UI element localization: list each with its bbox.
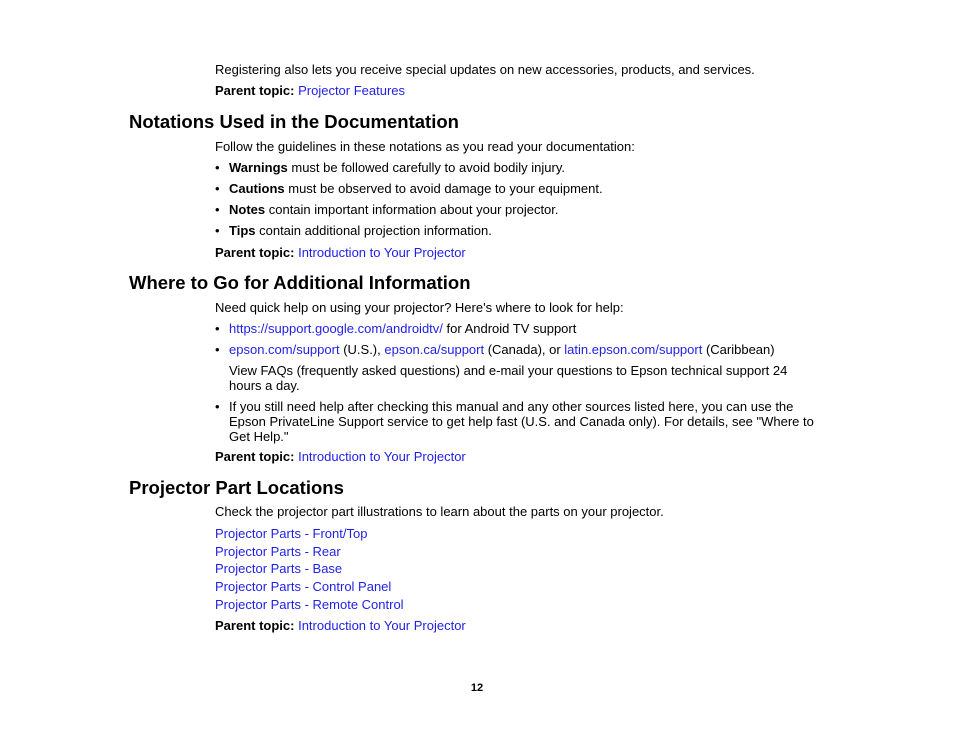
android-tv-support-link[interactable]: https://support.google.com/androidtv/ [229, 321, 443, 336]
parent-topic-additional [215, 449, 466, 464]
notation-desc: contain important information about your projector. [265, 202, 559, 217]
parts-rear-link[interactable]: Projector Parts - Rear [215, 544, 341, 559]
privateline-text-line2: Epson PrivateLine Support service to get help fast (U.S. and Canada only). For details, see "Where to [229, 414, 814, 429]
bullet-icon: • [215, 321, 220, 336]
bullet-icon: • [215, 181, 220, 196]
intro-text: Registering also lets you receive special updates on new accessories, products, and services. [215, 62, 755, 77]
parts-remote-control-link[interactable]: Projector Parts - Remote Control [215, 597, 404, 612]
privateline-text-line1: If you still need help after checking this manual and any other sources listed here, you can use the [229, 399, 794, 414]
epson-ca-support-link[interactable]: epson.ca/support [384, 342, 485, 357]
notation-term: Notes [229, 202, 266, 217]
part-locations-lead: Check the projector part illustrations to learn about the parts on your projector. [215, 504, 664, 519]
additional-info-heading: Where to Go for Additional Information [129, 272, 471, 293]
notation-desc: must be followed carefully to avoid bodily injury. [287, 160, 565, 175]
notation-term: Warnings [229, 160, 288, 175]
android-tv-support-item [229, 321, 576, 336]
item-text: (U.S.), [339, 342, 385, 357]
notation-desc: contain additional projection information. [255, 223, 492, 238]
parent-topic-parts [215, 618, 466, 633]
bullet-icon: • [215, 399, 220, 414]
parts-base-link[interactable]: Projector Parts - Base [215, 561, 343, 576]
faq-text-line2: hours a day. [229, 378, 300, 393]
notation-desc: must be observed to avoid damage to your equipment. [284, 181, 603, 196]
part-locations-heading: Projector Part Locations [129, 477, 344, 498]
introduction-link[interactable]: Introduction to Your Projector [298, 245, 466, 260]
parent-topic-features [215, 83, 405, 98]
privateline-text-line3: Get Help." [229, 429, 289, 444]
page-number: 12 [470, 682, 484, 694]
item-text: (Caribbean) [702, 342, 775, 357]
notation-term: Cautions [229, 181, 285, 196]
notation-item-notes [229, 202, 559, 217]
item-text: for Android TV support [442, 321, 577, 336]
bullet-icon: • [215, 223, 220, 238]
bullet-icon: • [215, 342, 220, 357]
notation-term: Tips [229, 223, 256, 238]
additional-info-lead: Need quick help on using your projector? Here's where to look for help: [215, 300, 624, 315]
parent-topic-label: Parent topic: [215, 245, 295, 260]
notation-item-cautions [229, 181, 603, 196]
parent-topic-label: Parent topic: [215, 618, 295, 633]
notation-item-tips [229, 223, 492, 238]
epson-com-support-link[interactable]: epson.com/support [229, 342, 340, 357]
parent-topic-label: Parent topic: [215, 83, 295, 98]
notations-lead: Follow the guidelines in these notations as you read your documentation: [215, 139, 635, 154]
introduction-link[interactable]: Introduction to Your Projector [298, 449, 466, 464]
bullet-icon: • [215, 160, 220, 175]
parts-control-panel-link[interactable]: Projector Parts - Control Panel [215, 579, 392, 594]
latin-epson-support-link[interactable]: latin.epson.com/support [564, 342, 703, 357]
parts-front-top-link[interactable]: Projector Parts - Front/Top [215, 526, 368, 541]
introduction-link[interactable]: Introduction to Your Projector [298, 618, 466, 633]
parent-topic-notations [215, 245, 466, 260]
bullet-icon: • [215, 202, 220, 217]
parent-topic-label: Parent topic: [215, 449, 295, 464]
notation-item-warnings [229, 160, 565, 175]
notations-heading: Notations Used in the Documentation [129, 111, 459, 132]
item-text: (Canada), or [484, 342, 565, 357]
epson-support-item [229, 342, 775, 357]
projector-features-link[interactable]: Projector Features [298, 83, 406, 98]
faq-text-line1: View FAQs (frequently asked questions) and e-mail your questions to Epson technical support 24 [229, 363, 788, 378]
